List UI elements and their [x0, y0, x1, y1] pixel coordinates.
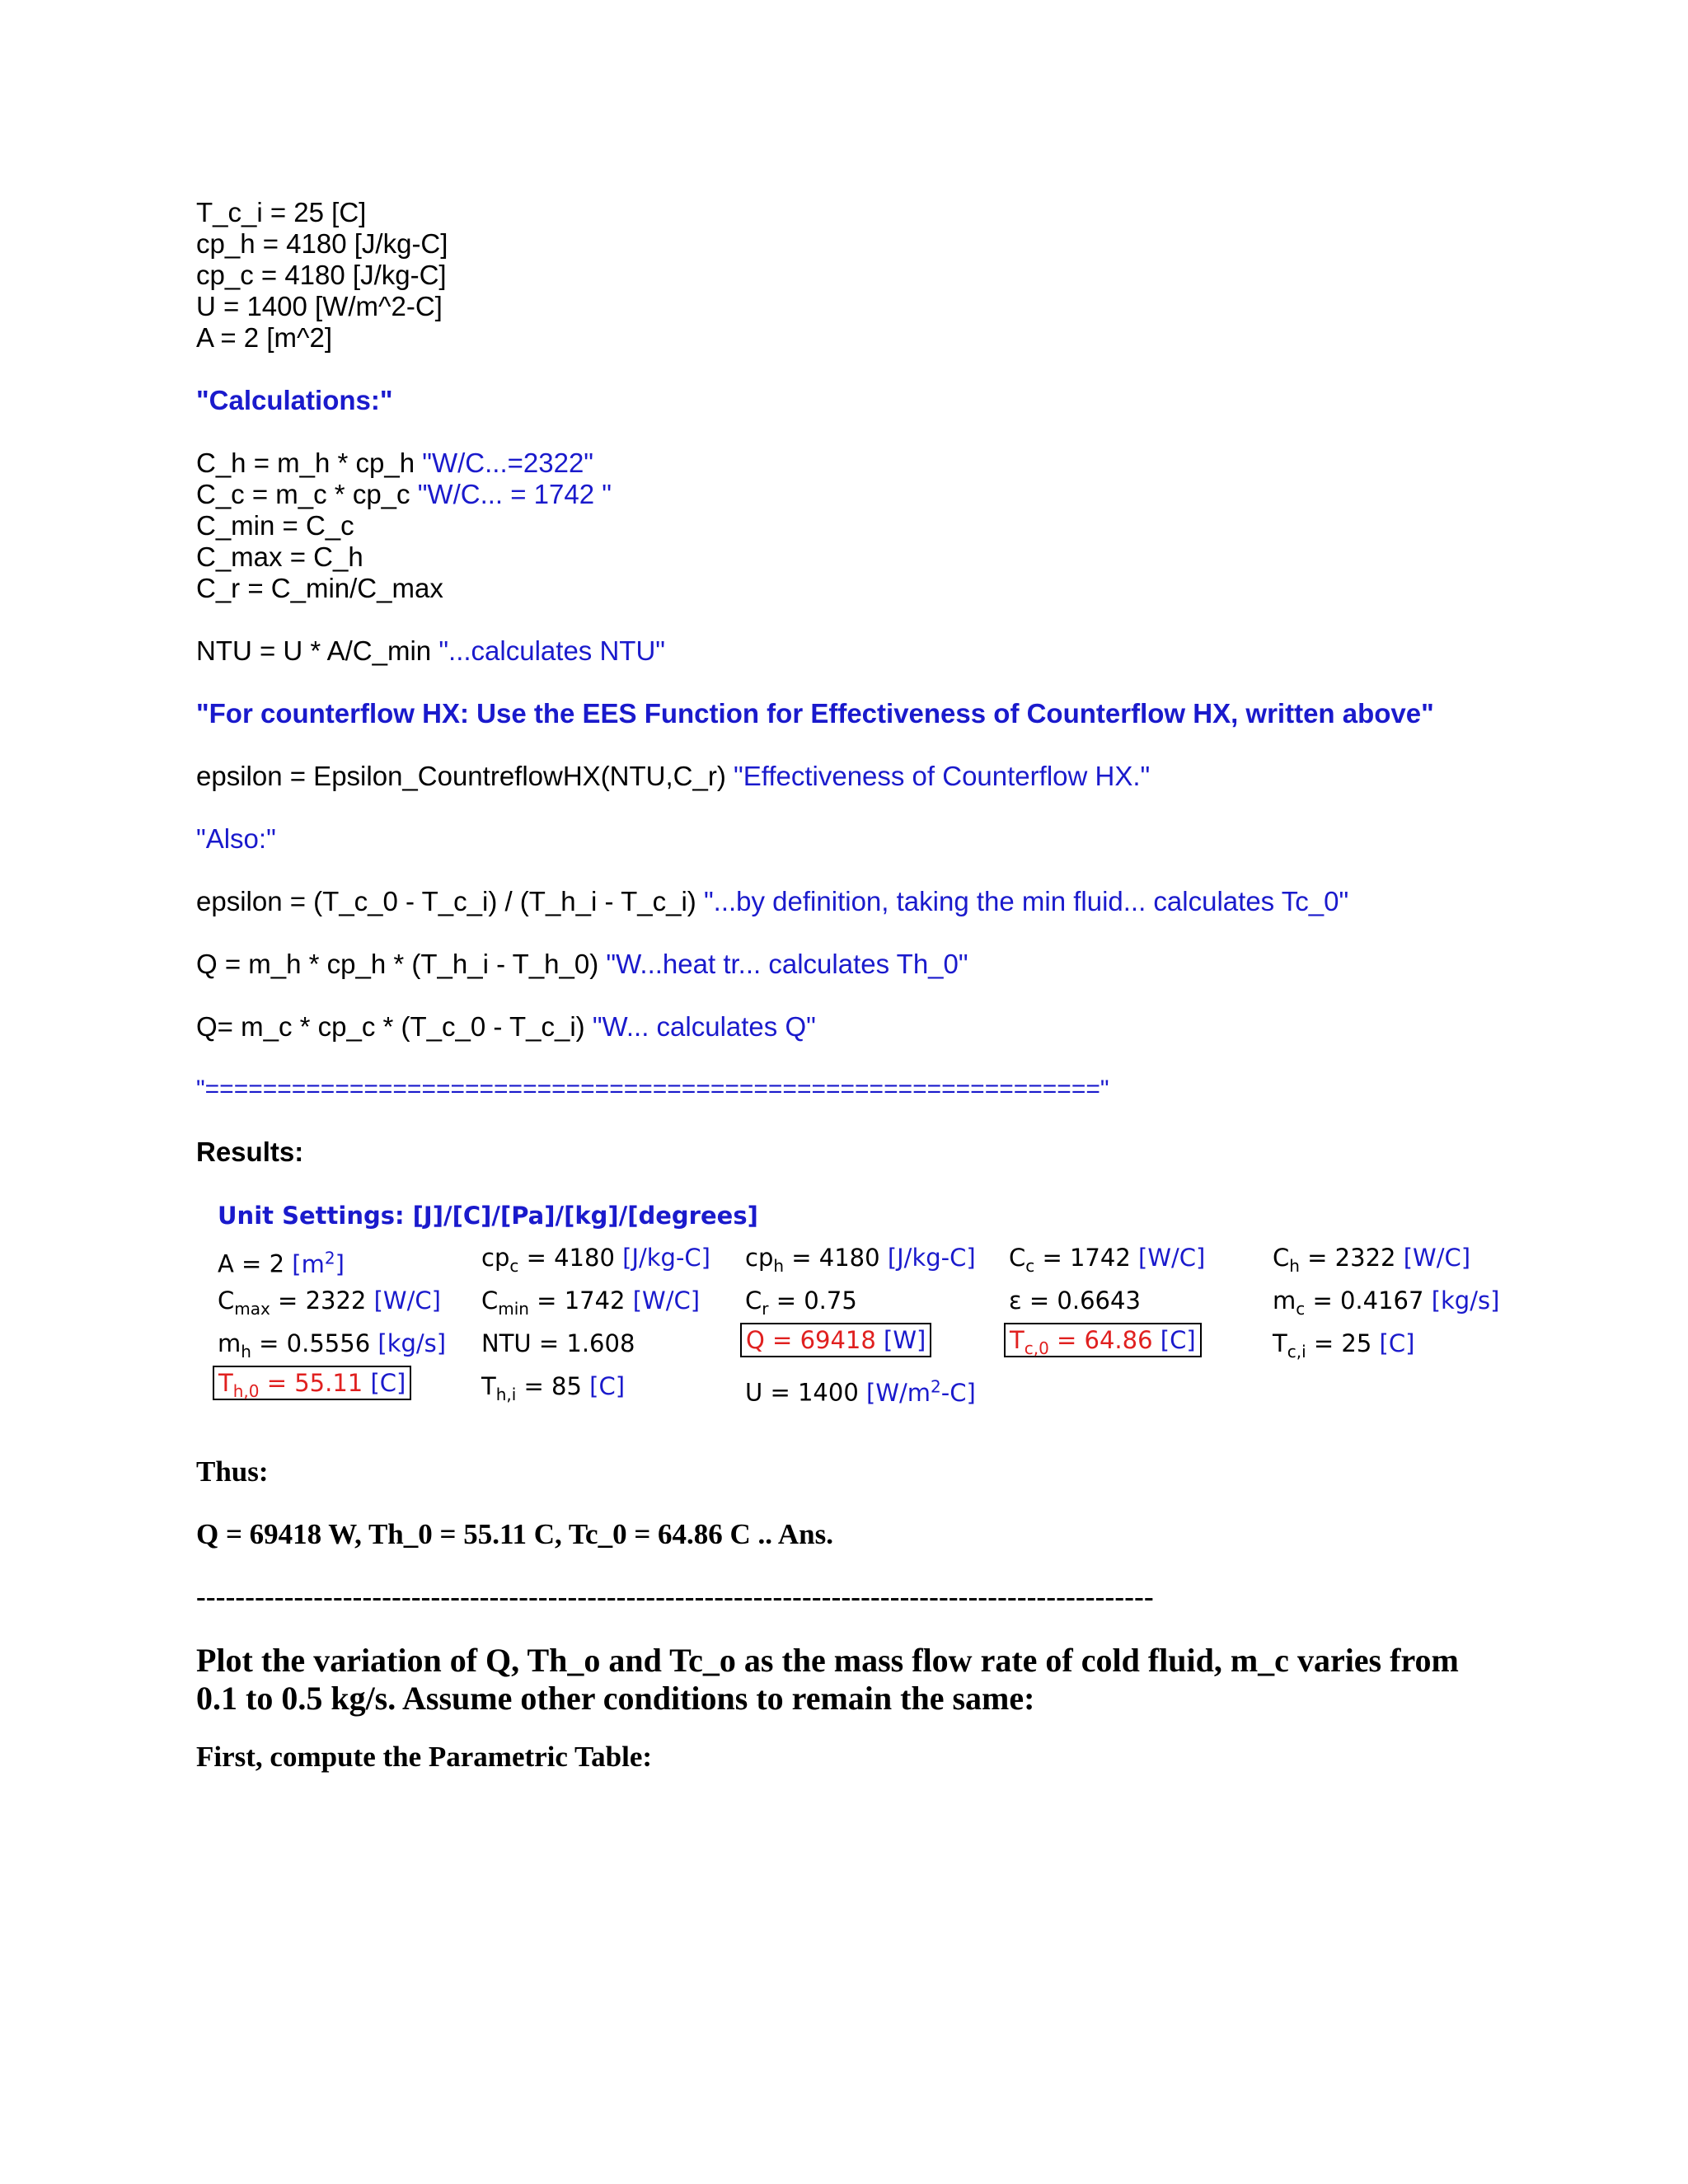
result-thi: [481, 1371, 625, 1409]
result-q-unit: [W]: [884, 1326, 926, 1354]
calc-ch-comment: "W/C...=2322": [422, 448, 594, 478]
result-u: [745, 1371, 976, 1408]
result-epsilon-value: = 0.6643: [1021, 1286, 1141, 1315]
result-q-value: = 69418: [764, 1326, 884, 1354]
result-cr-sub: r: [762, 1298, 769, 1319]
result-a-unit-sup: 2: [324, 1248, 335, 1268]
result-mc-value: = 0.4167: [1305, 1286, 1432, 1315]
calc-cc: [196, 478, 612, 511]
result-q-box: [740, 1323, 931, 1357]
calc-cc-comment: "W/C... = 1742 ": [417, 479, 612, 509]
plot-heading-line-1: Plot the variation of Q, Th_o and Tc_o as the mass flow rate of cold fluid, m_c varies from: [196, 1642, 1459, 1679]
result-mc-unit: [kg/s]: [1431, 1286, 1500, 1315]
result-th0-value: = 55.11: [259, 1369, 371, 1397]
result-thi-sub: h,i: [495, 1384, 517, 1404]
result-tci-value: = 25: [1306, 1329, 1380, 1357]
result-mh-unit: [kg/s]: [377, 1329, 447, 1357]
result-cr-name: C: [745, 1286, 762, 1315]
result-thi-value: = 85: [516, 1372, 590, 1400]
result-ch-unit: [W/C]: [1403, 1244, 1471, 1272]
result-th0-unit: [C]: [370, 1369, 406, 1397]
dash-separator: --------------------------------------------------------------------------------------------------: [196, 1581, 1154, 1613]
result-a-value: = 2: [233, 1249, 293, 1278]
result-u-unit-base: [W/m: [866, 1378, 931, 1407]
result-th0-box: [213, 1366, 411, 1400]
calc-ntu-eq: NTU = U * A/C_min: [196, 635, 439, 666]
result-tc0-name: T: [1010, 1326, 1025, 1354]
result-cc-name: C: [1009, 1244, 1026, 1272]
first-compute-line: First, compute the Parametric Table:: [196, 1741, 653, 1773]
result-ch-value: = 2322: [1299, 1244, 1404, 1272]
also-comment: "Also:": [196, 823, 276, 854]
result-tci: [1273, 1329, 1414, 1366]
thus-label: Thus:: [196, 1455, 269, 1488]
input-u: U = 1400 [W/m^2-C]: [196, 291, 443, 321]
result-ntu: [481, 1329, 635, 1358]
result-a: [218, 1243, 345, 1279]
result-cmin: [481, 1286, 700, 1324]
result-cc-unit: [W/C]: [1138, 1244, 1206, 1272]
result-u-value: = 1400: [762, 1378, 866, 1407]
result-cpc-unit: [J/kg-C]: [622, 1244, 710, 1272]
result-ch: [1273, 1243, 1470, 1281]
calc-q-cold-comment: "W... calculates Q": [592, 1011, 816, 1042]
result-tc0: [1004, 1325, 1202, 1363]
result-tci-unit: [C]: [1379, 1329, 1415, 1357]
result-cmax-value: = 2322: [270, 1286, 374, 1315]
result-cmax: [218, 1286, 441, 1324]
result-a-unit-end: ]: [335, 1249, 345, 1278]
result-thi-unit: [C]: [589, 1372, 626, 1400]
result-th0-sub: h,0: [232, 1380, 260, 1401]
result-mh-value: = 0.5556: [251, 1329, 378, 1357]
unit-settings: Unit Settings: [J]/[C]/[Pa]/[kg]/[degrees]: [218, 1202, 758, 1230]
result-ntu-name: NTU: [481, 1329, 532, 1357]
result-tci-name: T: [1273, 1329, 1287, 1357]
calc-epsilon-def-eq: epsilon = (T_c_0 - T_c_i) / (T_h_i - T_c_i): [196, 886, 704, 916]
calc-cc-eq: C_c = m_c * cp_c: [196, 479, 418, 509]
input-tci: T_c_i = 25 [C]: [196, 197, 367, 227]
result-cmax-unit: [W/C]: [373, 1286, 441, 1315]
result-ch-sub: h: [1289, 1255, 1300, 1276]
input-cph: cp_h = 4180 [J/kg-C]: [196, 228, 448, 259]
result-ch-name: C: [1273, 1244, 1290, 1272]
results-label: Results:: [196, 1137, 304, 1167]
result-u-unit-sup: 2: [931, 1376, 941, 1396]
answer-line: Q = 69418 W, Th_0 = 55.11 C, Tc_0 = 64.86 C .. Ans.: [196, 1518, 833, 1550]
result-q: [740, 1325, 931, 1355]
calc-ch: [196, 447, 593, 480]
calculations-header: "Calculations:": [196, 385, 393, 415]
result-u-unit-end: -C]: [940, 1378, 976, 1407]
result-q-name: Q: [746, 1326, 765, 1354]
result-mh: [218, 1329, 446, 1366]
result-u-unit: [866, 1376, 976, 1407]
calc-epsilon: [196, 760, 1150, 793]
calc-cmax: C_max = C_h: [196, 541, 363, 572]
result-cph-unit: [J/kg-C]: [887, 1244, 976, 1272]
calc-epsilon-comment: "Effectiveness of Counterflow HX.": [734, 761, 1151, 791]
calc-q-cold-eq: Q= m_c * cp_c * (T_c_0 - T_c_i): [196, 1011, 593, 1042]
result-a-name: A: [218, 1249, 234, 1278]
result-cr-value: = 0.75: [768, 1286, 857, 1315]
calc-cmin: C_min = C_c: [196, 510, 354, 541]
result-cc-value: = 1742: [1034, 1244, 1139, 1272]
result-cmax-sub: max: [234, 1298, 270, 1319]
result-cc-sub: c: [1025, 1255, 1035, 1276]
result-ntu-value: = 1.608: [531, 1329, 635, 1357]
result-cpc: [481, 1243, 710, 1281]
result-cpc-sub: c: [509, 1255, 519, 1276]
input-cpc: cp_c = 4180 [J/kg-C]: [196, 260, 447, 290]
calc-q-hot: [196, 948, 968, 981]
result-th0-name: T: [218, 1369, 233, 1397]
result-tc0-unit: [C]: [1160, 1326, 1196, 1354]
calc-q-cold: [196, 1010, 816, 1043]
calc-q-hot-eq: Q = m_h * cp_h * (T_h_i - T_h_0): [196, 949, 607, 979]
result-cmin-unit: [W/C]: [632, 1286, 701, 1315]
calc-epsilon-def: [196, 885, 1348, 918]
result-tc0-box: [1004, 1323, 1202, 1357]
result-cmin-name: C: [481, 1286, 499, 1315]
calc-ch-eq: C_h = m_h * cp_h: [196, 448, 423, 478]
plot-heading-line-2: 0.1 to 0.5 kg/s. Assume other conditions to remain the same:: [196, 1680, 1035, 1717]
result-cc: [1009, 1243, 1205, 1281]
result-mh-sub: h: [241, 1341, 251, 1361]
result-cph-value: = 4180: [784, 1244, 888, 1272]
result-cmax-name: C: [218, 1286, 235, 1315]
result-mc-sub: c: [1296, 1298, 1306, 1319]
result-tc0-value: = 64.86: [1048, 1326, 1160, 1354]
result-cpc-value: = 4180: [518, 1244, 623, 1272]
input-a: A = 2 [m^2]: [196, 322, 332, 353]
result-th0: [213, 1368, 411, 1406]
result-u-name: U: [745, 1378, 763, 1407]
result-cph-name: cp: [745, 1244, 774, 1272]
result-cph: [745, 1243, 976, 1281]
result-a-unit-base: [m: [292, 1249, 325, 1278]
calc-cr: C_r = C_min/C_max: [196, 573, 443, 603]
equals-separator: "==============================================================": [196, 1076, 1109, 1103]
result-epsilon: [1009, 1286, 1141, 1315]
result-mh-name: m: [218, 1329, 241, 1357]
result-thi-name: T: [481, 1372, 496, 1400]
result-cmin-sub: min: [498, 1298, 529, 1319]
result-epsilon-name: ε: [1009, 1286, 1022, 1315]
result-mc-name: m: [1273, 1286, 1296, 1315]
result-tc0-sub: c,0: [1024, 1338, 1049, 1358]
result-cph-sub: h: [773, 1255, 785, 1276]
calc-epsilon-eq: epsilon = Epsilon_CountreflowHX(NTU,C_r): [196, 761, 734, 791]
result-cpc-name: cp: [481, 1244, 510, 1272]
calc-ntu-comment: "...calculates NTU": [438, 635, 665, 666]
calc-q-hot-comment: "W...heat tr... calculates Th_0": [606, 949, 968, 979]
result-mc: [1273, 1286, 1499, 1324]
result-tci-sub: c,i: [1287, 1341, 1306, 1361]
counterflow-header: "For counterflow HX: Use the EES Function for Effectiveness of Counterflow HX, written above": [196, 698, 1434, 729]
result-a-unit: [292, 1250, 345, 1278]
calc-epsilon-def-comment: "...by definition, taking the min fluid... calculates Tc_0": [703, 886, 1349, 916]
calc-ntu: [196, 635, 665, 668]
result-cmin-value: = 1742: [528, 1286, 633, 1315]
result-cr: [745, 1286, 857, 1324]
